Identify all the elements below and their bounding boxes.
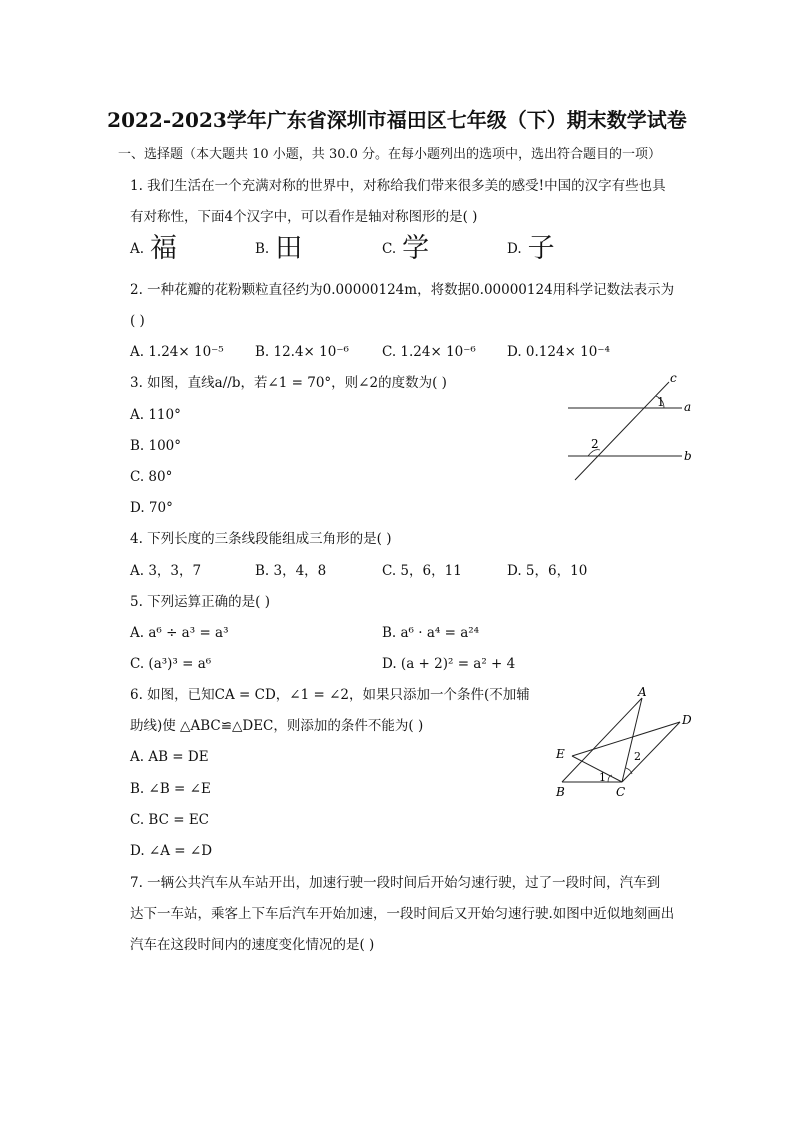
point-C-label: C (616, 785, 626, 799)
q1-option-c-char: 学 (402, 233, 430, 264)
label-angle-1: 1 (657, 395, 665, 409)
q6-option-b: B. ∠B = ∠E (130, 781, 211, 797)
q5-option-b: B. a⁶ · a⁴ = a²⁴ (382, 625, 480, 641)
q2-option-b: B. 12.4× 10⁻⁶ (255, 344, 349, 360)
q2-option-a: A. 1.24× 10⁻⁵ (130, 344, 224, 360)
q4-option-b: B. 3，4，8 (255, 563, 327, 579)
q6-stem-line1: 6. 如图，已知CA = CD，∠1 = ∠2，如果只添加一个条件(不加辅 (130, 687, 530, 703)
q1-option-b-label: B. (255, 241, 270, 257)
label-c: c (670, 371, 677, 385)
q1-option-d-label: D. (507, 241, 522, 257)
q1-option-c (382, 233, 430, 264)
q3-stem: 3. 如图，直线a//b，若∠1 = 70°，则∠2的度数为( ) (130, 375, 447, 391)
q5-option-d: D. (a + 2)² = a² + 4 (382, 656, 516, 672)
label-angle-2: 2 (634, 750, 641, 763)
point-A-label: A (638, 685, 647, 699)
q1-option-b (255, 233, 303, 264)
segment-EC (572, 756, 622, 782)
q1-option-a-char: 福 (150, 233, 178, 264)
q4-stem: 4. 下列长度的三条线段能组成三角形的是( ) (130, 531, 392, 547)
q7-stem-line3: 汽车在这段时间内的速度变化情况的是( ) (130, 937, 375, 953)
q1-option-d (507, 233, 555, 264)
q1-option-b-char: 田 (275, 233, 303, 264)
q4-option-a: A. 3，3，7 (130, 563, 202, 579)
q2-stem-line1: 2. 一种花瓣的花粉颗粒直径约为0.00000124m，将数据0.00000124用科学记数法表示为 (130, 282, 675, 298)
exam-title: 2022-2023学年广东省深圳市福田区七年级（下）期末数学试卷 (107, 108, 687, 132)
section-heading: 一、选择题（本大题共 10 小题，共 30.0 分。在每小题列出的选项中，选出符合题目的一项） (118, 147, 662, 162)
label-angle-2: 2 (591, 437, 599, 451)
label-a: a (684, 400, 692, 414)
q1-stem-line2: 有对称性，下面4个汉字中，可以看作是轴对称图形的是( ) (130, 209, 478, 225)
q3-parallel-lines-figure (560, 370, 700, 486)
q4-option-c: C. 5，6，11 (382, 563, 462, 579)
q6-triangles-figure (550, 684, 700, 802)
q5-option-a: A. a⁶ ÷ a³ = a³ (130, 625, 229, 641)
q3-option-b: B. 100° (130, 438, 182, 454)
label-angle-1: 1 (599, 771, 606, 784)
q2-stem-line2: ( ) (130, 313, 145, 329)
q7-stem-line2: 达下一车站，乘客上下车后汽车开始加速，一段时间后又开始匀速行驶.如图中近似地刻画出 (130, 906, 675, 922)
q3-option-a: A. 110° (130, 407, 181, 423)
q1-stem-line1: 1. 我们生活在一个充满对称的世界中，对称给我们带来很多美的感受!中国的汉字有些也具 (130, 178, 666, 194)
q4-option-d: D. 5，6，10 (507, 563, 588, 579)
q7-stem-line1: 7. 一辆公共汽车从车站开出，加速行驶一段时间后开始匀速行驶，过了一段时间，汽车到 (130, 875, 661, 891)
q6-option-c: C. BC = EC (130, 812, 210, 828)
q6-option-a: A. AB = DE (130, 749, 209, 765)
point-E-label: E (556, 747, 565, 761)
q2-option-d: D. 0.124× 10⁻⁴ (507, 344, 610, 360)
point-D-label: D (682, 713, 692, 727)
q1-option-d-char: 子 (527, 233, 555, 264)
line-c (575, 382, 669, 480)
q2-option-c: C. 1.24× 10⁻⁶ (382, 344, 476, 360)
q6-stem-line2: 助线)使 △ABC≌△DEC，则添加的条件不能为( ) (130, 718, 424, 734)
q3-option-d: D. 70° (130, 500, 173, 516)
q6-option-d: D. ∠A = ∠D (130, 843, 213, 859)
q1-option-c-label: C. (382, 241, 397, 257)
q1-option-a-label: A. (130, 241, 145, 257)
q5-option-c: C. (a³)³ = a⁶ (130, 656, 212, 672)
point-B-label: B (556, 785, 565, 799)
q1-option-a (130, 233, 178, 264)
q5-stem: 5. 下列运算正确的是( ) (130, 594, 270, 610)
q3-option-c: C. 80° (130, 469, 173, 485)
segment-AC (622, 698, 642, 782)
segment-BA (562, 698, 642, 782)
label-b: b (684, 449, 692, 463)
